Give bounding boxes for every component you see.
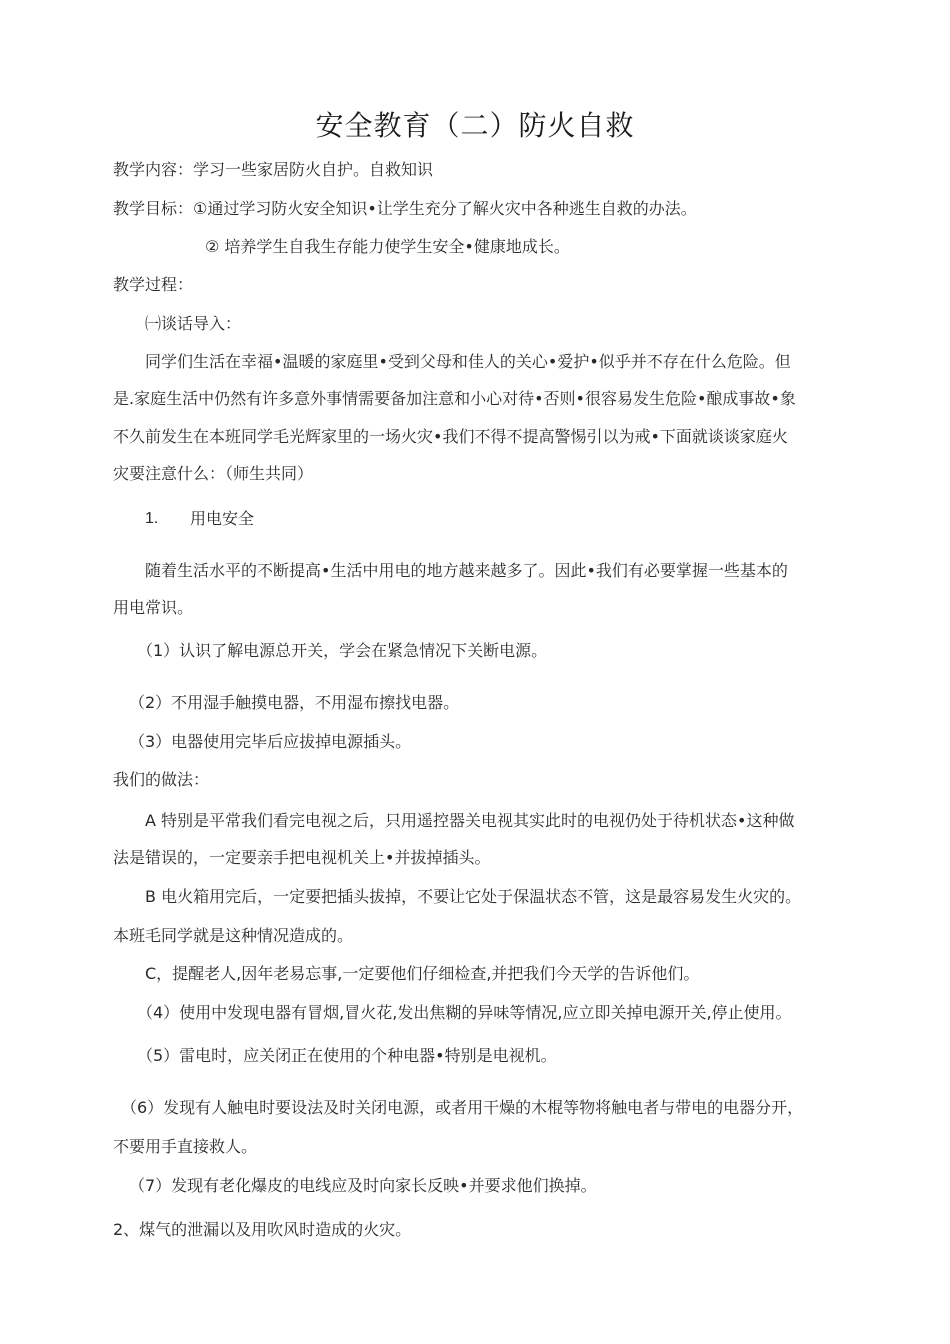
approach-a-line: 法是错误的，一定要亲手把电视机关上•并拔掉插头。: [113, 848, 491, 867]
list-item-7: （7）发现有老化爆皮的电线应及时向家长反映•并要求他们换掉。: [129, 1176, 597, 1195]
section-1-number: 1.: [145, 510, 159, 527]
approach-a-line: A 特别是平常我们看完电视之后，只用遥控器关电视其实此时的电视仍处于待机状态•这种做: [145, 811, 795, 830]
list-item-5: （5）雷电时，应关闭正在使用的个种电器•特别是电视机。: [137, 1046, 557, 1065]
document-title: 安全教育（二）防火自救: [315, 109, 635, 142]
list-item-6-line: （6）发现有人触电时要设法及时关闭电源，或者用干燥的木棍等物将触电者与带电的电器分开，: [121, 1098, 804, 1117]
intro-paragraph-line: 灾要注意什么：（师生共同）: [113, 464, 314, 483]
approach-b-line: B 电火箱用完后，一定要把插头拔掉，不要让它处于保温状态不管，这是最容易发生火灾的。: [145, 887, 802, 906]
list-item-2: （2）不用湿手触摸电器，不用湿布擦找电器。: [129, 693, 460, 712]
intro-paragraph-line: 同学们生活在幸福•温暖的家庭里•受到父母和佳人的关心•爱护•似乎并不存在什么危险。但: [145, 352, 791, 371]
list-item-6-line: 不要用手直接救人。: [113, 1137, 258, 1156]
list-item-4: （4）使用中发现电器有冒烟,冒火花,发出焦糊的异味等情况,应立即关掉电源开关,停止使用。: [137, 1003, 792, 1022]
teaching-process-label: 教学过程：: [113, 275, 194, 294]
intro-heading: ㈠谈话导入：: [145, 314, 242, 333]
intro-paragraph-line: 不久前发生在本班同学毛光辉家里的一场火灾•我们不得不提高警惕引以为戒•下面就谈谈家庭火: [113, 427, 788, 446]
list-item-3: （3）电器使用完毕后应拔掉电源插头。: [129, 732, 412, 751]
teaching-content: 教学内容：学习一些家居防火自护。自救知识: [113, 160, 434, 179]
intro-paragraph-line: 是.家庭生活中仍然有许多意外事情需要备加注意和小心对待•否则•很容易发生危险•酿成事故•象: [113, 389, 796, 408]
approach-c-line: C，提醒老人,因年老易忘事,一定要他们仔细检查,并把我们今天学的告诉他们。: [145, 964, 700, 983]
section-2-heading: 2、煤气的泄漏以及用吹风时造成的火灾。: [113, 1220, 412, 1239]
section-1-paragraph-line: 用电常识。: [113, 598, 194, 617]
section-1-paragraph-line: 随着生活水平的不断提高•生活中用电的地方越来越多了。因此•我们有必要掌握一些基本的: [145, 561, 788, 580]
approach-b-line: 本班毛同学就是这种情况造成的。: [113, 926, 354, 945]
section-1-title: 用电安全: [190, 509, 255, 528]
teaching-goal-2: ② 培养学生自我生存能力使学生安全•健康地成长。: [205, 237, 570, 256]
teaching-goal-1: 教学目标：①通过学习防火安全知识•让学生充分了解火灾中各种逃生自救的办法。: [113, 199, 697, 218]
list-item-1: （1）认识了解电源总开关，学会在紧急情况下关断电源。: [137, 641, 548, 660]
our-approach-label: 我们的做法：: [113, 770, 210, 789]
